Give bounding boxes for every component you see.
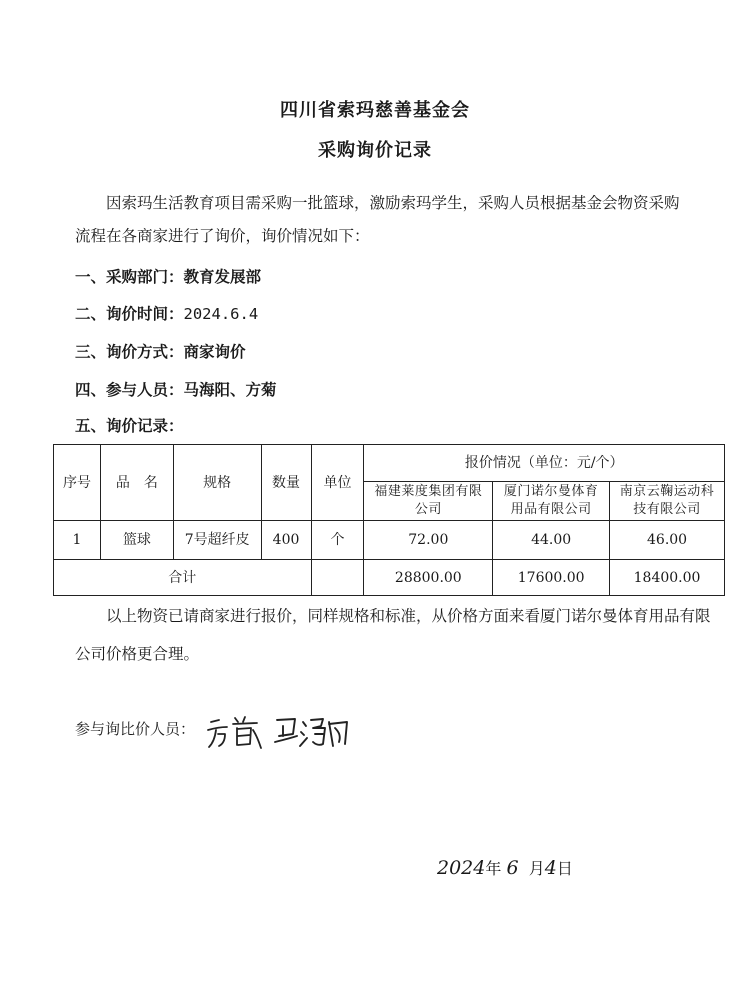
table-row bbox=[54, 521, 725, 560]
date-month: 6 bbox=[506, 857, 519, 879]
total-2: 17600.00 bbox=[493, 560, 610, 596]
item-department bbox=[75, 265, 261, 287]
vendor-2: 厦门诺尔曼体育用品有限公司 bbox=[493, 482, 610, 521]
cell-seq: 1 bbox=[54, 521, 101, 560]
item-label: 四、参与人员： bbox=[75, 381, 184, 399]
cell-price-3: 46.00 bbox=[610, 521, 725, 560]
item-value: 教育发展部 bbox=[183, 268, 262, 286]
header-seq: 序号 bbox=[54, 445, 101, 521]
signature-label: 参与询比价人员： bbox=[75, 720, 196, 738]
date-month-suffix: 月 bbox=[528, 859, 545, 878]
date-year-suffix: 年 bbox=[485, 859, 502, 878]
header-unit: 单位 bbox=[311, 445, 364, 521]
item-participants bbox=[75, 378, 277, 400]
table-total-row bbox=[54, 560, 725, 596]
item-value: 马海阳、方菊 bbox=[183, 381, 277, 399]
cell-empty bbox=[311, 560, 364, 596]
cell-qty: 400 bbox=[261, 521, 311, 560]
vendor-3: 南京云鞠运动科技有限公司 bbox=[610, 482, 725, 521]
date-year: 2024 bbox=[437, 857, 486, 879]
total-3: 18400.00 bbox=[610, 560, 725, 596]
cell-price-2: 44.00 bbox=[493, 521, 610, 560]
item-inquiry-record bbox=[75, 414, 184, 436]
item-label: 一、采购部门： bbox=[75, 268, 184, 286]
item-inquiry-date bbox=[75, 302, 258, 324]
total-label: 合计 bbox=[54, 560, 312, 596]
header-name: 品 名 bbox=[100, 445, 173, 521]
item-label: 三、询价方式： bbox=[75, 343, 184, 361]
signature-1-drawing bbox=[205, 712, 265, 752]
item-label: 五、询价记录： bbox=[75, 417, 184, 435]
table-header-row bbox=[54, 445, 725, 482]
quote-table bbox=[53, 444, 725, 596]
item-label: 二、询价时间： bbox=[75, 305, 184, 323]
org-title: 四川省索玛慈善基金会 bbox=[280, 100, 470, 121]
header-qty: 数量 bbox=[261, 445, 311, 521]
intro-paragraph: 因索玛生活教育项目需采购一批篮球，激励索玛学生，采购人员根据基金会物资采购流程在各商家进行了询价，询价情况如下： bbox=[75, 194, 680, 245]
cell-price-1: 72.00 bbox=[364, 521, 493, 560]
signature-2-drawing bbox=[273, 712, 353, 752]
header-spec: 规格 bbox=[173, 445, 261, 521]
cell-spec: 7号超纤皮 bbox=[173, 521, 261, 560]
item-inquiry-method bbox=[75, 340, 246, 362]
vendor-1: 福建莱度集团有限公司 bbox=[364, 482, 493, 521]
item-value: 商家询价 bbox=[183, 343, 246, 361]
item-value: 2024.6.4 bbox=[183, 305, 259, 323]
header-quote: 报价情况（单位：元/个） bbox=[364, 445, 725, 482]
date-day-suffix: 日 bbox=[556, 859, 573, 878]
total-1: 28800.00 bbox=[364, 560, 493, 596]
conclusion-paragraph: 以上物资已请商家进行报价，同样规格和标准，从价格方面来看厦门诺尔曼体育用品有限公司价格更合理。 bbox=[75, 607, 711, 663]
doc-subtitle: 采购询价记录 bbox=[318, 140, 432, 161]
cell-name: 篮球 bbox=[100, 521, 173, 560]
signing-date bbox=[437, 856, 573, 879]
cell-unit: 个 bbox=[311, 521, 364, 560]
date-day: 4 bbox=[544, 857, 557, 879]
